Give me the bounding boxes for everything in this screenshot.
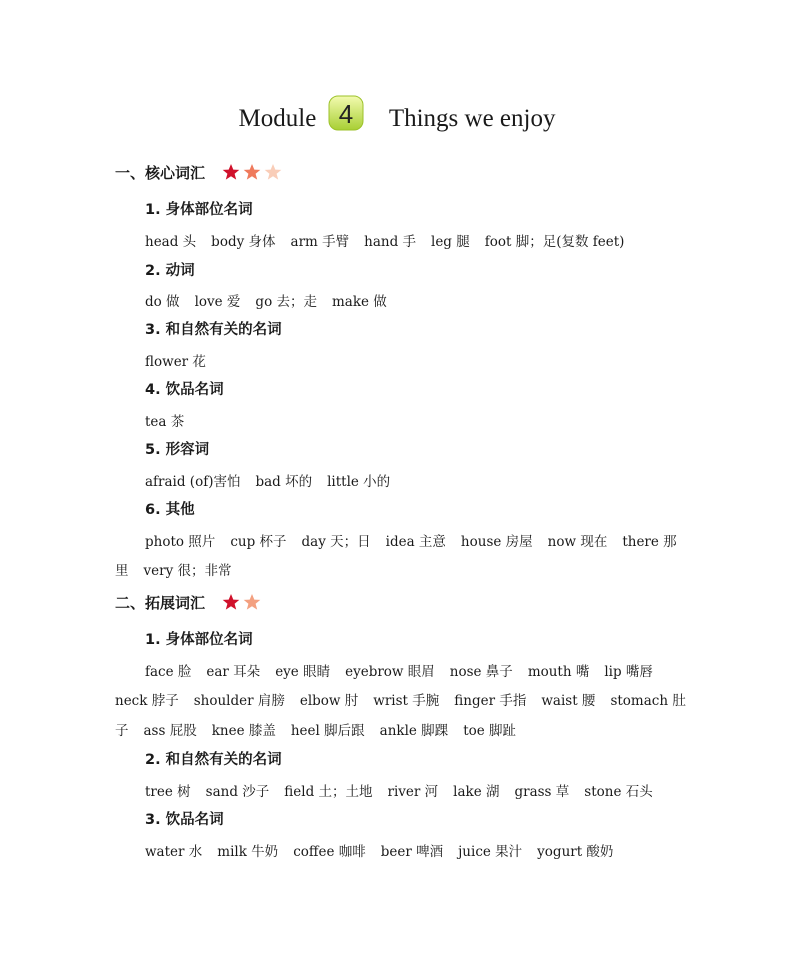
title-module: Module [238,105,317,132]
core-words-others-line2 [115,559,232,579]
core-words-body [145,230,624,250]
core-sub-adjectives: 5. 形容词 [145,442,210,458]
word-item: bad 坏的 [255,474,313,490]
word-item: neck 脖子 [115,693,179,709]
module-number: 4 [338,99,353,129]
ext-words-drinks [145,840,613,860]
word-item: elbow 肘 [299,693,359,709]
star-icon [223,594,240,610]
word-item: eye 眼睛 [275,664,331,680]
core-words-others-line1 [145,530,677,550]
rating-stars-core [222,163,284,185]
word-item: waist 腰 [541,693,596,709]
word-item: now 现在 [547,534,608,550]
section-heading-core [115,162,284,185]
core-sub-others: 6. 其他 [145,502,195,518]
ext-words-body-line1 [145,660,653,680]
word-item: river 河 [387,784,439,800]
core-sub-verbs: 2. 动词 [145,263,195,279]
word-item: stomach 肚 [610,693,686,709]
core-words-adjectives [145,470,390,490]
page-title [0,100,794,138]
word-item: love 爱 [194,294,241,310]
section-heading-text: 二、拓展词汇 [115,594,206,612]
word-item: day 天；日 [301,534,371,550]
word-item: very 很；非常 [143,563,232,579]
star-icon [265,164,282,180]
word-item: face 脸 [145,664,192,680]
word-item: photo 照片 [145,534,216,550]
word-item: nose 鼻子 [449,664,513,680]
word-item: toe 脚趾 [463,723,517,739]
core-sub-body: 1. 身体部位名词 [145,202,253,218]
word-item: afraid (of)害怕 [145,474,241,490]
star-icon [223,164,240,180]
word-item: ass 屁股 [143,723,197,739]
title-topic: Things we enjoy [388,105,556,132]
word-item: stone 石头 [584,784,653,800]
word-item: mouth 嘴 [527,664,590,680]
ext-words-body-line3 [115,719,516,739]
word-item: little 小的 [327,474,391,490]
word-item: arm 手臂 [290,234,350,250]
word-item: water 水 [145,844,203,860]
word-item: coffee 咖啡 [293,844,366,860]
word-item: cup 杯子 [230,534,287,550]
ext-sub-body: 1. 身体部位名词 [145,632,253,648]
word-item: ear 耳朵 [206,664,261,680]
word-item: yogurt 酸奶 [537,844,614,860]
module-number-badge [327,94,365,132]
star-icon [244,164,261,180]
core-sub-nature: 3. 和自然有关的名词 [145,322,282,338]
word-item: make 做 [331,294,387,310]
section-heading-extended [115,592,264,615]
word-item: heel 脚后跟 [290,723,365,739]
word-item: house 房屋 [460,534,533,550]
word-item: 子 [115,723,129,739]
ext-words-body-line2 [115,689,686,709]
word-item: idea 主意 [385,534,446,550]
ext-sub-nature: 2. 和自然有关的名词 [145,752,282,768]
word-item: grass 草 [514,784,570,800]
word-item: field 土；土地 [284,784,373,800]
word-item: knee 膝盖 [211,723,276,739]
rating-stars-extended [222,593,264,615]
word-item: juice 果汁 [458,844,523,860]
word-item: foot 脚；足(复数 feet) [484,234,625,250]
star-icon [244,594,261,610]
core-words-nature [145,350,206,370]
word-item: head 头 [145,234,197,250]
core-words-verbs [145,290,387,310]
word-item: leg 腿 [431,234,470,250]
word-item: wrist 手腕 [373,693,440,709]
word-item: go 去；走 [255,294,317,310]
word-item: flower 花 [145,354,206,370]
word-item: ankle 脚踝 [379,723,449,739]
word-item: hand 手 [364,234,416,250]
word-item: eyebrow 眼眉 [345,664,435,680]
word-item: lake 湖 [453,784,500,800]
core-words-drinks [145,410,184,430]
word-item: 里 [115,563,129,579]
word-item: do 做 [145,294,180,310]
word-item: lip 嘴唇 [604,664,653,680]
section-heading-text: 一、核心词汇 [115,164,206,182]
word-item: tea 茶 [145,414,185,430]
word-item: sand 沙子 [205,784,270,800]
word-item: shoulder 肩膀 [193,693,285,709]
word-item: milk 牛奶 [217,844,279,860]
word-item: tree 树 [145,784,191,800]
word-item: beer 啤酒 [380,844,444,860]
word-item: finger 手指 [454,693,527,709]
word-item: body 身体 [211,234,276,250]
word-item: there 那 [622,534,677,550]
ext-sub-drinks: 3. 饮品名词 [145,812,224,828]
core-sub-drinks: 4. 饮品名词 [145,382,224,398]
ext-words-nature [145,780,653,800]
